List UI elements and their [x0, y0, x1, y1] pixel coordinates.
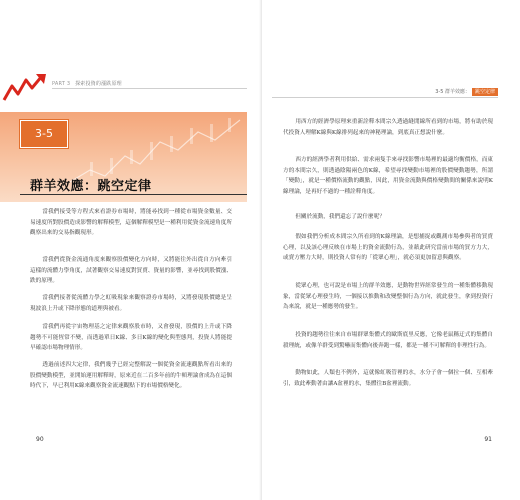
- title-rule: [20, 194, 247, 195]
- part-label: PART 3: [52, 81, 71, 87]
- body-paragraph: 當我們從資金流通角度來觀察股價變化方向時，又將能往外出從自方向牽引這樣的流體力學角度，試著觀察交易速度對買賣、資量的影響，並尋找到股價漲、跌的原理。: [30, 257, 232, 285]
- body-paragraph: 假如我們分析成本間宗久所看到的K線理論，是想捕捉或觀測市場參與者的買賣心理，以及該心理反映在市場上的資金流動行為，並藉此研究當前市場的買方力大，或賣方壓力大時，則投資人常有的「從眾心理」，就必須更加留意與觀察。: [283, 234, 493, 262]
- running-header: [52, 80, 122, 87]
- body-paragraph: 動物如此，人類也不例外，這就像虹吸管裡的水，水分子會一個拉一個、互相牽引，致此牽動著由讓A盆裡的水，集體往B盆裡流動。: [283, 370, 493, 387]
- right-page: [262, 0, 520, 500]
- header-rule: [272, 97, 498, 98]
- body-paragraph: 當我們接受等方程式來看證券市場時，將能尋找到一種從市場資金數量、交易速度所對股價造成影響的解釋模型，這個解釋模型是一種利用從資金流速角度所觀察出來的交易指觀現形。: [30, 209, 232, 237]
- page-number: 91: [484, 436, 492, 443]
- section-number-badge: 3-5: [20, 120, 68, 148]
- part-title: 探索投資的漲跌原理: [75, 81, 122, 87]
- page-number: 90: [36, 436, 44, 443]
- body-paragraph: 透過前述四大定律，我們幾乎已經完整解說一個從資金流速觀點所看出來的股價變動模型，並開始運用解釋時，原來近在二百多年前的牛頓理論會成為在這個時代下，早已利用K線來觀察資金流速觀點下的市場價格變化。: [30, 362, 232, 390]
- body-paragraph: 投資的趨勢往往來自市場群眾集體式的歐斯底里反應，它像老鼠稱迂式的集體自殺理統，或像羊群受到驚嚇而集體向後奔跑一樣，都是一種不可解釋的非理性行為。: [283, 332, 493, 349]
- rising-arrow-icon: [2, 72, 48, 104]
- body-paragraph: 當我們再從宇宙物理基之定律來觀察股市時，又會發現，股價的上升或下降趨勢不可能恆常不變，而透過單日K線、多日K線的變化與型態判，投資人將能提早確認市場物理情形。: [30, 324, 232, 352]
- body-paragraph: 西方的經濟學者利用供給、需求兩隻手來尋找影響市場裡的最適均衡價格，而東方的本間宗久，則透過陰陽兩色的K線，希望尋找變動市場裡的股價變動趨勢，所謂「變動」，就是一種價格流動的觀點，因此，用資金流動與價格變動間的關係來說明K線理論，是再好不過的一種詮釋角度。: [283, 157, 493, 195]
- body-paragraph: 用西方的經濟學原理來重新詮釋本間宗久透過縫閒線所看到的市場，將有助於現代投資人理解K線與K線排列起來的神秘理論，到底真正想說什麼。: [283, 119, 493, 136]
- section-title: 群羊效應：跳空定律: [30, 179, 152, 194]
- section-label: 3-5 群羊效應：: [435, 89, 470, 95]
- body-paragraph: 但關於流動，我們還忘了說什麼呢？: [295, 214, 385, 220]
- body-paragraph: 當我們接著從流體力學之虹吸現象來觀察證券市場時，又將發現股價總是呈現波浪上升或下降形態的道理與被看。: [30, 295, 232, 312]
- body-paragraph: 從眾心理，也可說是市場上的群羊效應，是動物世界經常發生的一種集體移動現象，當從眾心理發生時，一個接以推動和改變整個行為方向，就此發生，拿到投資行為來說，就是一種應勢的發生。: [283, 283, 493, 311]
- header-rule: [52, 88, 247, 89]
- section-tag: 跳空定律: [472, 88, 498, 96]
- running-header: [435, 88, 498, 95]
